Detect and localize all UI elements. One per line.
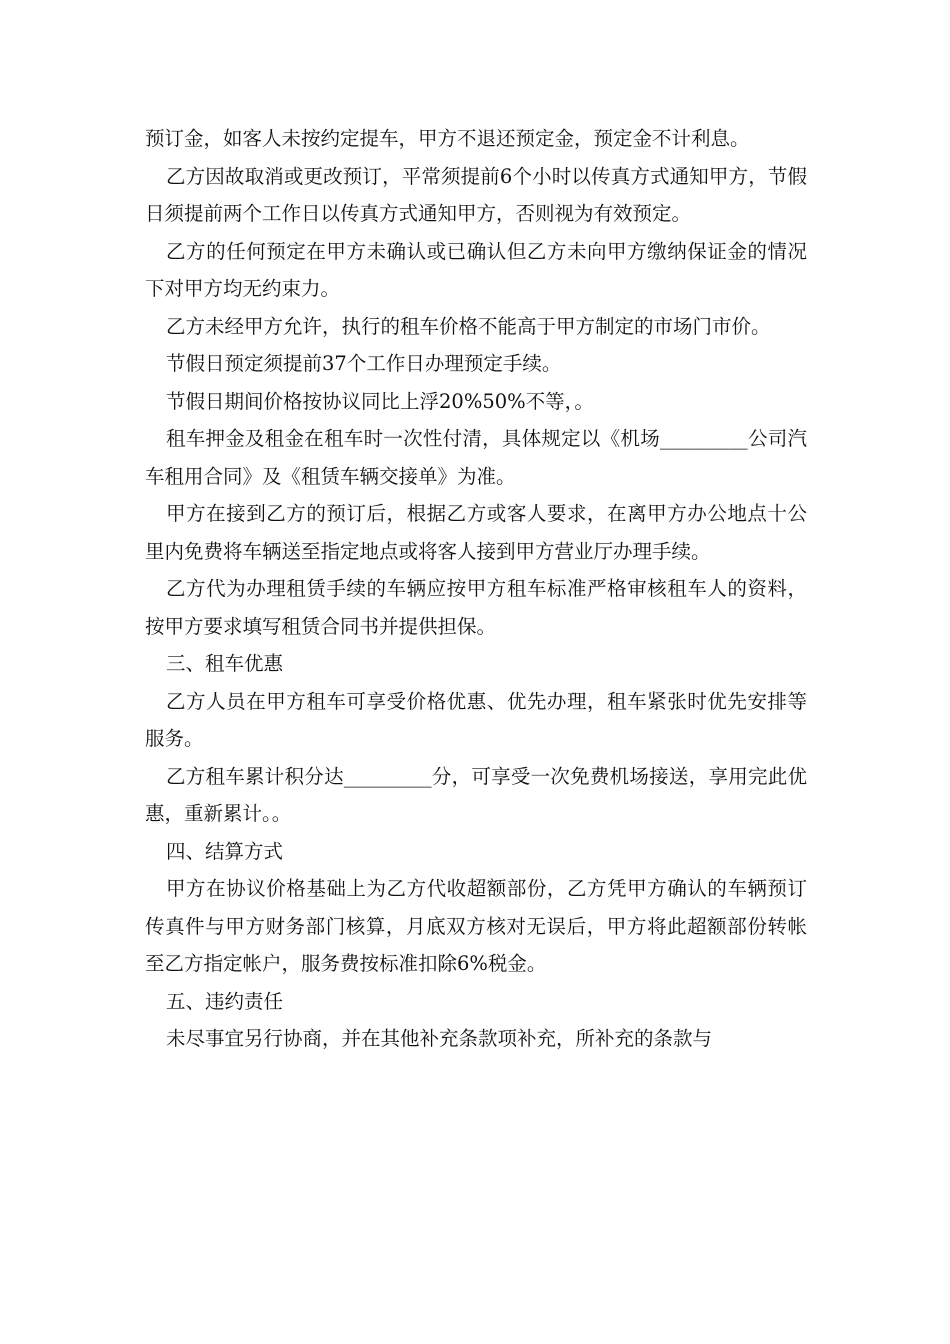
section-heading-settlement: 四、结算方式 — [166, 839, 284, 863]
section-heading-liability: 五、违约责任 — [166, 989, 284, 1013]
document-body — [145, 120, 807, 1058]
paragraph-points-reward: 乙方租车累计积分达_________分，可享受一次免费机场接送，享用完此优惠，重新累计。。 — [145, 764, 807, 825]
paragraph-cancellation-notice: 乙方因故取消或更改预订，平常须提前6个小时以传真方式通知甲方，节假日须提前两个工作日以传真方式通知甲方，否则视为有效预定。 — [145, 164, 807, 225]
paragraph-unconfirmed-booking: 乙方的任何预定在甲方未确认或已确认但乙方未向甲方缴纳保证金的情况下对甲方均无约束力。 — [145, 239, 807, 300]
paragraph-deposit-forfeit: 预订金，如客人未按约定提车，甲方不退还预定金，预定金不计利息。 — [145, 127, 750, 150]
paragraph-holiday-pricing: 节假日期间价格按协议同比上浮20%50%不等，。 — [166, 389, 594, 413]
paragraph-holiday-booking: 节假日预定须提前37个工作日办理预定手续。 — [166, 352, 562, 375]
section-heading-discounts: 三、租车优惠 — [166, 652, 284, 675]
paragraph-supplementary-terms: 未尽事宜另行协商，并在其他补充条款项补充，所补充的条款与 — [166, 1027, 713, 1050]
paragraph-renter-review: 乙方代为办理租赁手续的车辆应按甲方租车标准严格审核租车人的资料，按甲方要求填写租赁合同书并提供担保。 — [145, 577, 807, 638]
paragraph-vehicle-delivery: 甲方在接到乙方的预订后，根据乙方或客人要求，在离甲方办公地点十公里内免费将车辆送至指定地点或将客人接到甲方营业厅办理手续。 — [145, 502, 807, 563]
paragraph-deposit-payment: 租车押金及租金在租车时一次性付清，具体规定以《机场_________公司汽车租用合同》及《租赁车辆交接单》为准。 — [145, 427, 807, 488]
paragraph-priority-service: 乙方人员在甲方租车可享受价格优惠、优先办理，租车紧张时优先安排等服务。 — [145, 689, 807, 750]
paragraph-price-limit: 乙方未经甲方允许，执行的租车价格不能高于甲方制定的市场门市价。 — [166, 314, 771, 338]
paragraph-settlement-terms: 甲方在协议价格基础上为乙方代收超额部份，乙方凭甲方确认的车辆预订传真件与甲方财务部门核算，月底双方核对无误后，甲方将此超额部份转帐至乙方指定帐户，服务费按标准扣除6%税金。 — [145, 877, 807, 975]
